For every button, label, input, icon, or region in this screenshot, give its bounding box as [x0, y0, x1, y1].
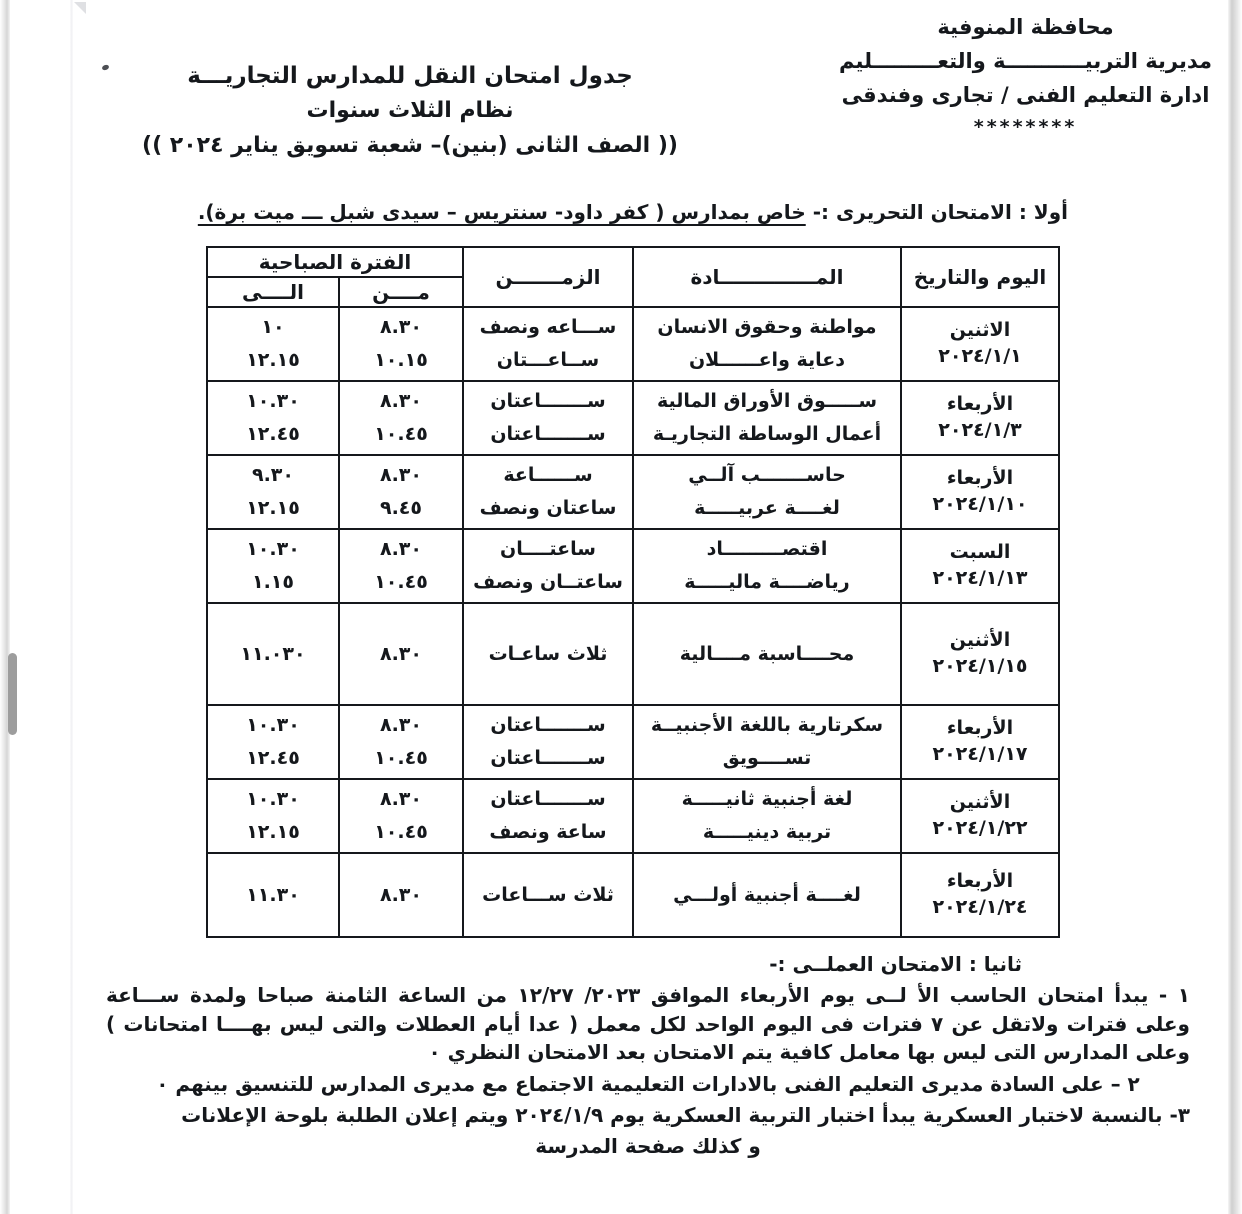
cell-subject: [633, 455, 901, 529]
duration-item: ســاعـــتان: [496, 349, 600, 371]
cell-from-stack: [344, 783, 458, 848]
table-row: [207, 779, 1059, 853]
issuing-office-block: [839, 10, 1212, 143]
table-row: [207, 307, 1059, 381]
cell-to: [207, 853, 339, 937]
day-date: ٢٠٢٤/١/٢٤: [932, 896, 1028, 918]
cell-duration: [463, 529, 633, 603]
cell-duration-stack: [468, 311, 628, 376]
to-time: ٩.٣٠: [251, 464, 294, 487]
cell-to: [207, 705, 339, 779]
page-edge-left: [0, 0, 10, 1214]
cell-subject: [633, 779, 901, 853]
cell-to: [207, 529, 339, 603]
subject-item: أعمال الوساطة التجاريـة: [652, 423, 882, 445]
day-name: الاثنين: [949, 319, 1011, 342]
subject-item: حاســـــــب آلــي: [688, 464, 846, 487]
duration-item: ســـــــاعتان: [490, 747, 606, 769]
subject-item: لغــــة أجنبية أولـــي: [673, 883, 861, 906]
to-time: ١٠.٣٠: [246, 714, 300, 737]
cell-from: [339, 705, 463, 779]
from-time: ٨.٣٠: [379, 883, 422, 906]
cell-subject: [633, 603, 901, 705]
cell-day-date: [901, 705, 1059, 779]
subject-item: لغــــة عربيـــــة: [694, 497, 840, 519]
day-name: الأربعاء: [946, 870, 1014, 893]
header-morning-period: الفترة الصباحية: [207, 247, 463, 277]
cell-day-date: [901, 779, 1059, 853]
table-header-row-top: [207, 247, 1059, 277]
subject-item: دعاية واعــــــلان: [688, 349, 846, 371]
table-head: [207, 247, 1059, 307]
cell-from: [339, 381, 463, 455]
duration-item: ســـــــاعتان: [490, 423, 606, 445]
subject-item: محــــاسبة مــــالية: [679, 642, 855, 665]
cell-day-date: [901, 455, 1059, 529]
table-row: [207, 381, 1059, 455]
note-item-1: ١ - يبدأ امتحان الحاسب الأ لــى يوم الأربعاء الموافق ٢٠٢٣/ ١٢/٢٧ من الساعة الثامنة صباحا ولمدة ســـاعة وعلى فترات ولاتقل عن ٧ فترات فى اليوم الواحد لكل معمل ( عدا أيام العطلات والتى ليس بهــــا امتحانات ) وعلى المدارس التى ليس بها معامل كافية يتم الامتحان بعد الامتحان النظري ٠: [106, 983, 1190, 1065]
page-title: جدول امتحان النقل للمدارس التجاريـــة: [187, 63, 633, 89]
from-time: ٨.٣٠: [379, 714, 422, 737]
duration-item: ســـــــاعتان: [490, 714, 606, 737]
written-exam-schools: خاص بمدارس ( كفر داود- سنتريس – سيدى شبل ـــ ميت برة).: [197, 200, 806, 224]
day-date: ٢٠٢٤/١/١٣: [932, 567, 1028, 589]
table-body: [207, 307, 1059, 937]
cell-from: [339, 307, 463, 381]
day-date: ٢٠٢٤/١/١٠: [932, 493, 1028, 515]
title-subsystem: نظام الثلاث سنوات: [306, 98, 514, 124]
to-time: ١٢.١٥: [246, 821, 300, 843]
cell-duration-stack: [468, 638, 628, 671]
cell-day-date: [901, 307, 1059, 381]
subject-item: مواطنة وحقوق الانسان: [657, 316, 877, 339]
subject-item: رياضــــة ماليـــــة: [684, 571, 850, 593]
cell-to: [207, 603, 339, 705]
duration-item: ساعة ونصف: [489, 821, 607, 843]
cell-subject-stack: [638, 533, 896, 598]
duration-item: ســــــاعة: [503, 464, 593, 487]
cell-to-stack: [212, 879, 334, 912]
cell-duration-stack: [468, 385, 628, 450]
from-time: ٨.٣٠: [379, 538, 422, 561]
cell-to: [207, 307, 339, 381]
to-time: ١.١٥: [251, 571, 294, 593]
administration-line: ادارة التعليم الفنى / تجارى وفندقى: [841, 83, 1210, 108]
table-row: [207, 853, 1059, 937]
day-date: ٢٠٢٤/١/١٧: [932, 743, 1028, 765]
from-time: ١٠.٤٥: [374, 571, 428, 593]
day-date: ٢٠٢٤/١/٣: [938, 419, 1022, 441]
header-to: الــــى: [207, 277, 339, 307]
cell-duration-stack: [468, 709, 628, 774]
practical-exam-heading: ثانيا : الامتحان العملــى :-: [769, 952, 1022, 976]
cell-from-stack: [344, 709, 458, 774]
day-name: السبت: [949, 541, 1011, 564]
cell-subject-stack: [638, 879, 896, 912]
cell-from: [339, 779, 463, 853]
table-row: [207, 455, 1059, 529]
cell-from-stack: [344, 533, 458, 598]
subject-item: لغة أجنبية ثانيـــــة: [681, 788, 853, 811]
cell-to: [207, 779, 339, 853]
day-name: الأربعاء: [946, 467, 1014, 490]
cell-duration: [463, 307, 633, 381]
to-time: ١٠.٣٠: [246, 538, 300, 561]
duration-item: ساعتان ونصف: [479, 497, 617, 519]
from-time: ٨.٣٠: [379, 316, 422, 339]
duration-item: ســـــــاعتان: [490, 390, 606, 413]
subject-item: سكرتارية باللغة الأجنبيــة: [650, 714, 884, 737]
subject-item: اقتصـــــــــاد: [706, 538, 828, 561]
cell-subject-stack: [638, 709, 896, 774]
to-time: ١١.٠٣٠: [240, 642, 306, 665]
note-item-2: ٢ – على السادة مديرى التعليم الفنى بالادارات التعليمية الاجتماع مع مديرى المدارس للتنسيق بينهم ٠: [156, 1071, 1140, 1096]
day-name: الأثنين: [949, 791, 1011, 814]
cell-to: [207, 381, 339, 455]
to-time: ١٢.١٥: [246, 497, 300, 519]
subject-item: تســــويق: [722, 747, 812, 769]
cell-subject: [633, 853, 901, 937]
cell-to-stack: [212, 709, 334, 774]
from-time: ٨.٣٠: [379, 390, 422, 413]
cell-from: [339, 853, 463, 937]
from-time: ٨.٣٠: [379, 464, 422, 487]
cell-to-stack: [212, 783, 334, 848]
cell-day-date: [901, 603, 1059, 705]
duration-item: ثلاث ســـاعات: [482, 883, 614, 906]
table-row: [207, 603, 1059, 705]
cell-subject-stack: [638, 459, 896, 524]
cell-subject: [633, 529, 901, 603]
document-title-block: [110, 58, 710, 164]
cell-subject: [633, 381, 901, 455]
from-time: ١٠.٤٥: [374, 747, 428, 769]
day-date: ٢٠٢٤/١/٢٢: [932, 817, 1028, 839]
cell-to: [207, 455, 339, 529]
cell-duration-stack: [468, 879, 628, 912]
cell-duration: [463, 853, 633, 937]
from-time: ١٠.٤٥: [374, 821, 428, 843]
cell-to-stack: [212, 638, 334, 671]
header-day-date: اليوم والتاريخ: [901, 247, 1059, 307]
header-from: مــــن: [339, 277, 463, 307]
duration-item: ســـاعه ونصف: [479, 316, 617, 339]
duration-item: ساعتــــان: [500, 538, 596, 561]
subject-item: ســـــوق الأوراق المالية: [656, 390, 878, 413]
from-time: ٨.٣٠: [379, 642, 422, 665]
cell-subject-stack: [638, 385, 896, 450]
cell-from: [339, 603, 463, 705]
page-edge-right: [1228, 0, 1242, 1214]
note-item-3-continuation: و كذلك صفحة المدرسة: [535, 1134, 761, 1159]
from-time: ٩.٤٥: [379, 497, 422, 519]
cell-to-stack: [212, 311, 334, 376]
from-time: ٨.٣٠: [379, 788, 422, 811]
vertical-scrollbar-thumb[interactable]: [8, 653, 17, 735]
to-time: ١١.٣٠: [246, 883, 300, 906]
cell-from-stack: [344, 385, 458, 450]
written-exam-section-line: [80, 200, 1158, 224]
duration-item: ثلاث ساعـات: [488, 642, 608, 665]
table-row: [207, 529, 1059, 603]
day-name: الأثنين: [949, 629, 1011, 652]
scan-fold-line: [70, 0, 73, 1214]
written-exam-label: أولا : الامتحان التحريرى :-: [812, 200, 1068, 224]
table-row: [207, 705, 1059, 779]
header-subject: المــــــــــــــادة: [633, 247, 901, 307]
document-sheet: [80, 0, 1230, 1214]
cell-from-stack: [344, 311, 458, 376]
cell-duration-stack: [468, 459, 628, 524]
cell-subject-stack: [638, 311, 896, 376]
cell-to-stack: [212, 533, 334, 598]
to-time: ١٢.١٥: [246, 349, 300, 371]
day-date: ٢٠٢٤/١/١: [938, 345, 1022, 367]
cell-day-date: [901, 853, 1059, 937]
cell-to-stack: [212, 459, 334, 524]
cell-duration-stack: [468, 533, 628, 598]
governorate-line: محافظة المنوفية: [937, 15, 1114, 39]
to-time: ١٠.٣٠: [246, 390, 300, 413]
subject-item: تربية دينيـــــة: [702, 821, 832, 843]
schedule-table-container: [240, 246, 1060, 938]
cell-duration: [463, 705, 633, 779]
cell-duration: [463, 603, 633, 705]
title-grade-track: (( الصف الثانى (بنين)– شعبة تسويق يناير ٢٠٢٤ )): [142, 133, 678, 159]
stars-separator: ********: [973, 116, 1078, 139]
cell-subject: [633, 307, 901, 381]
from-time: ١٠.١٥: [374, 349, 428, 371]
to-time: ١٠: [261, 316, 285, 339]
cell-subject-stack: [638, 638, 896, 671]
cell-day-date: [901, 529, 1059, 603]
practical-exam-notes: [106, 950, 1190, 1158]
cell-from-stack: [344, 638, 458, 671]
cell-from-stack: [344, 459, 458, 524]
cell-from-stack: [344, 879, 458, 912]
cell-duration: [463, 381, 633, 455]
directorate-line: مديرية التربيـــــــــــة والتعـــــــــليم: [839, 49, 1212, 74]
exam-schedule-table: [206, 246, 1060, 938]
duration-item: ساعتــان ونصف: [473, 571, 623, 593]
header-duration: الزمـــــــن: [463, 247, 633, 307]
cell-duration-stack: [468, 783, 628, 848]
cell-duration: [463, 455, 633, 529]
day-name: الأربعاء: [946, 393, 1014, 416]
cell-day-date: [901, 381, 1059, 455]
document-header: [80, 0, 1230, 192]
cell-duration: [463, 779, 633, 853]
day-date: ٢٠٢٤/١/١٥: [932, 655, 1028, 677]
cell-from: [339, 455, 463, 529]
to-time: ١٢.٤٥: [246, 423, 300, 445]
cell-from: [339, 529, 463, 603]
cell-subject-stack: [638, 783, 896, 848]
note-item-3: ٣- بالنسبة لاختبار العسكرية يبدأ اختبار التربية العسكرية يوم ٢٠٢٤/١/٩ ويتم إعلان الطلبة بلوحة الإعلانات: [181, 1102, 1190, 1127]
to-time: ١٢.٤٥: [246, 747, 300, 769]
to-time: ١٠.٣٠: [246, 788, 300, 811]
duration-item: ســـــــاعتان: [490, 788, 606, 811]
cell-subject: [633, 705, 901, 779]
cell-to-stack: [212, 385, 334, 450]
from-time: ١٠.٤٥: [374, 423, 428, 445]
day-name: الأربعاء: [946, 717, 1014, 740]
